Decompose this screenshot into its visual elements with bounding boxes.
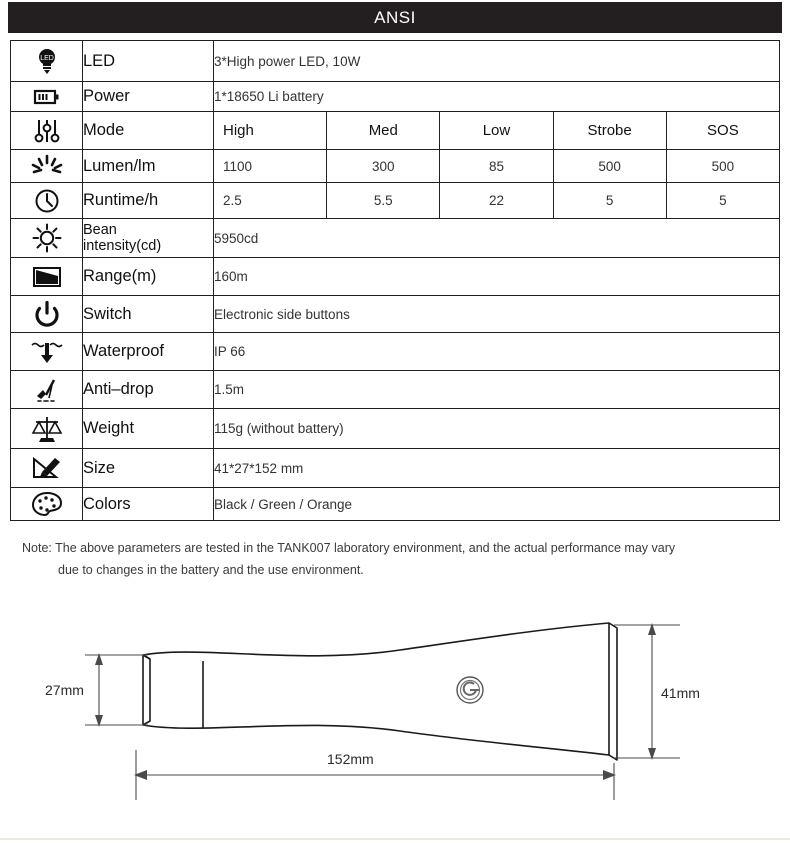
row-value-switch: Electronic side buttons [214, 296, 780, 333]
palette-icon [31, 491, 63, 517]
row-value-range: 160m [214, 258, 780, 296]
row-label-bean-line1: Bean [83, 221, 117, 238]
table-row [11, 219, 780, 258]
row-label-mode: Mode [83, 112, 214, 150]
sun-icon-cell [11, 219, 83, 258]
table-row [11, 183, 780, 219]
table-row [11, 409, 780, 449]
runtime-value-strobe: 5 [553, 183, 666, 219]
ruler-pencil-icon-cell [11, 449, 83, 488]
ruler-pencil-icon [31, 454, 63, 482]
anti-drop-icon-cell [11, 371, 83, 409]
product-dimension-drawing [0, 595, 790, 825]
table-row [11, 449, 780, 488]
runtime-value-med: 5.5 [327, 183, 440, 219]
bottom-divider [0, 838, 790, 840]
flashlight-left-cap [143, 655, 150, 725]
dimension-152mm [134, 750, 616, 800]
row-label-switch: Switch [83, 296, 214, 333]
mode-column-high: High [214, 112, 327, 150]
sliders-icon-cell [11, 112, 83, 150]
clock-icon-cell [11, 183, 83, 219]
led-bulb-icon-cell [11, 41, 83, 82]
table-row [11, 150, 780, 183]
svg-text:LED: LED [39, 55, 54, 62]
row-label-anti-drop: Anti–drop [83, 371, 214, 409]
row-value-anti-drop: 1.5m [214, 371, 780, 409]
table-row [11, 112, 780, 150]
row-value-waterproof: IP 66 [214, 333, 780, 371]
waterdrop-arrow-icon [29, 339, 65, 365]
lumen-value-med: 300 [327, 150, 440, 183]
table-row [11, 488, 780, 521]
clock-icon [33, 187, 61, 215]
led-bulb-icon [32, 46, 62, 76]
row-value-size: 41*27*152 mm [214, 449, 780, 488]
table-row [11, 258, 780, 296]
mode-column-strobe: Strobe [553, 112, 666, 150]
lumen-value-sos: 500 [666, 150, 779, 183]
beam-range-icon [31, 265, 63, 289]
mode-column-low: Low [440, 112, 553, 150]
row-label-waterproof: Waterproof [83, 333, 214, 371]
lumen-value-strobe: 500 [553, 150, 666, 183]
note-text [22, 538, 770, 582]
dimension-label-height-left: 27mm [45, 682, 84, 698]
row-label-range: Range(m) [83, 258, 214, 296]
power-switch-icon [33, 300, 61, 328]
lumen-value-high: 1100 [214, 150, 327, 183]
light-burst-icon-cell [11, 150, 83, 183]
anti-drop-icon [32, 376, 62, 404]
table-row [11, 82, 780, 112]
mode-column-sos: SOS [666, 112, 779, 150]
light-burst-icon [30, 154, 64, 178]
row-label-power: Power [83, 82, 214, 112]
row-label-led: LED [83, 41, 214, 82]
specification-table [10, 40, 780, 521]
row-value-power: 1*18650 Li battery [214, 82, 780, 112]
row-label-weight: Weight [83, 409, 214, 449]
ansi-header-bar [8, 2, 782, 33]
table-row [11, 296, 780, 333]
battery-icon [32, 87, 62, 107]
row-label-bean-line2: intensity(cd) [83, 238, 162, 254]
scale-icon-cell [11, 409, 83, 449]
row-label-size: Size [83, 449, 214, 488]
row-label-runtime: Runtime/h [83, 183, 214, 219]
dimension-label-length: 152mm [327, 751, 374, 767]
waterdrop-arrow-icon-cell [11, 333, 83, 371]
flashlight-body-outline [143, 623, 609, 755]
scale-icon [31, 414, 63, 444]
sliders-icon [32, 117, 62, 145]
dimension-27mm [85, 653, 148, 727]
row-value-bean-intensity: 5950cd [214, 219, 780, 258]
row-label-lumen: Lumen/lm [83, 150, 214, 183]
row-label-bean-intensity [83, 219, 214, 258]
dimension-label-height-right: 41mm [661, 685, 700, 701]
row-label-colors: Colors [83, 488, 214, 521]
page-title: ANSI [374, 7, 416, 27]
table-row [11, 371, 780, 409]
flashlight-right-cap [609, 623, 617, 760]
lumen-value-low: 85 [440, 150, 553, 183]
runtime-value-sos: 5 [666, 183, 779, 219]
row-value-weight: 115g (without battery) [214, 409, 780, 449]
table-row [11, 333, 780, 371]
note-line-1: Note: The above parameters are tested in the TANK007 laboratory environment, and the actual performance may vary [22, 541, 676, 555]
table-row [11, 41, 780, 82]
row-value-led: 3*High power LED, 10W [214, 41, 780, 82]
battery-icon-cell [11, 82, 83, 112]
runtime-value-high: 2.5 [214, 183, 327, 219]
power-switch-icon-cell [11, 296, 83, 333]
runtime-value-low: 22 [440, 183, 553, 219]
note-line-2: due to changes in the battery and the use environment. [58, 562, 364, 577]
row-value-colors: Black / Green / Orange [214, 488, 780, 521]
mode-column-med: Med [327, 112, 440, 150]
power-button-icon [457, 677, 483, 703]
sun-icon [32, 223, 62, 253]
beam-range-icon-cell [11, 258, 83, 296]
palette-icon-cell [11, 488, 83, 521]
